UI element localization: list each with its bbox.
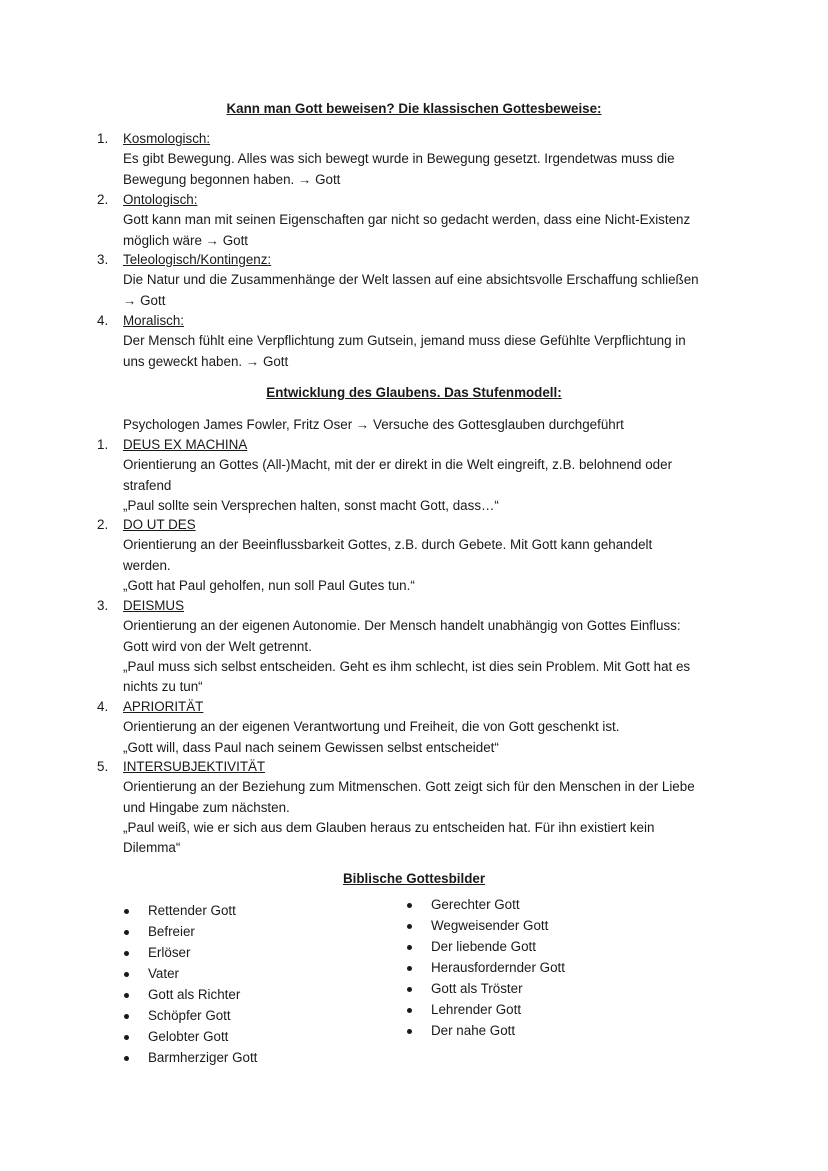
gottesbilder-title: Biblische Gottesbilder [342,871,486,886]
bullet-icon [407,924,412,929]
item-text: Der Mensch fühlt eine Verpflichtung zum Gutsein, jemand muss diese Gefühlte Verpflichtung in [123,333,686,349]
item-heading: DEUS EX MACHINA [123,437,248,452]
item-quote: „Paul sollte sein Versprechen halten, sonst macht Gott, dass…“ [123,497,499,513]
list-item: Wegweisender Gott [405,916,565,937]
item-number: 2. [97,517,109,532]
bullet-icon [124,972,129,977]
list-item: Erlöser [122,943,257,964]
bullet-icon [124,951,129,956]
item-text: → Gott [123,292,166,308]
gottesbilder-list-right [405,895,565,1042]
item-text: Gott wird von der Welt getrennt. [123,638,312,654]
item-quote: „Gott will, dass Paul nach seinem Gewissen selbst entscheidet“ [123,739,499,755]
item-quote: „Gott hat Paul geholfen, nun soll Paul Gutes tun.“ [123,577,415,593]
item-heading: Ontologisch: [123,192,198,207]
gottesbeweise-title: Kann man Gott beweisen? Die klassischen Gottesbeweise: [226,101,602,116]
item-text: Orientierung an der Beziehung zum Mitmenschen. Gott zeigt sich für den Menschen in der Liebe [123,779,695,795]
item-text: werden. [123,557,171,573]
bullet-icon [124,930,129,935]
item-heading: Teleologisch/Kontingenz: [123,252,272,267]
list-item: Der nahe Gott [405,1021,565,1042]
item-text: Orientierung an der eigenen Autonomie. Der Mensch handelt unabhängig von Gottes Einfluss: [123,618,681,634]
bullet-icon [407,987,412,992]
item-text: Orientierung an der eigenen Verantwortung und Freiheit, die von Gott geschenkt ist. [123,719,620,735]
bullet-icon [124,1035,129,1040]
item-heading: DO UT DES [123,517,196,532]
list-item: Der liebende Gott [405,937,565,958]
bullet-icon [407,1029,412,1034]
bullet-icon [124,1056,129,1061]
item-quote: nichts zu tun“ [123,679,203,695]
bullet-icon [407,966,412,971]
item-text: Bewegung begonnen haben. → Gott [123,171,341,187]
list-item: Schöpfer Gott [122,1006,257,1027]
bullet-icon [407,1008,412,1013]
item-quote: „Paul muss sich selbst entscheiden. Geht es ihm schlecht, ist dies sein Problem. Mit Gott hat es [123,658,691,674]
item-heading: DEISMUS [123,598,185,613]
list-item: Rettender Gott [122,901,257,922]
stufenmodell-intro: Psychologen James Fowler, Fritz Oser → Versuche des Gottesglauben durchgeführt [123,417,624,432]
list-item: Befreier [122,922,257,943]
item-text: Es gibt Bewegung. Alles was sich bewegt wurde in Bewegung gesetzt. Irgendetwas muss die [123,151,675,167]
item-number: 3. [97,252,109,267]
item-heading: INTERSUBJEKTIVITÄT [123,759,266,774]
list-item: Barmherziger Gott [122,1048,257,1069]
item-quote: „Paul weiß, wie er sich aus dem Glauben heraus zu entscheiden hat. Für ihn existiert kein [123,819,655,835]
list-item: Herausfordernder Gott [405,958,565,979]
item-text: Gott kann man mit seinen Eigenschaften gar nicht so gedacht werden, dass eine Nicht-Existenz [123,212,691,228]
list-item: Vater [122,964,257,985]
bullet-icon [407,903,412,908]
item-number: 4. [97,699,109,714]
item-heading: APRIORITÄT [123,699,204,714]
bullet-icon [124,909,129,914]
item-text: und Hingabe zum nächsten. [123,799,290,815]
list-item: Gerechter Gott [405,895,565,916]
list-item: Lehrender Gott [405,1000,565,1021]
item-text: Orientierung an der Beeinflussbarkeit Gottes, z.B. durch Gebete. Mit Gott kann gehandelt [123,537,653,553]
list-item: Gott als Tröster [405,979,565,1000]
list-item: Gelobter Gott [122,1027,257,1048]
item-text: uns geweckt haben. → Gott [123,353,289,369]
item-number: 1. [97,437,109,452]
item-text: möglich wäre → Gott [123,232,249,248]
item-number: 4. [97,313,109,328]
item-number: 1. [97,131,109,146]
bullet-icon [124,1014,129,1019]
list-item: Gott als Richter [122,985,257,1006]
item-quote: Dilemma“ [123,840,181,856]
stufenmodell-title: Entwicklung des Glaubens. Das Stufenmodell: [266,385,562,400]
item-text: Die Natur und die Zusammenhänge der Welt lassen auf eine absichtsvolle Erschaffung schließen [123,272,699,288]
item-heading: Moralisch: [123,313,185,328]
bullet-icon [124,993,129,998]
item-text: Orientierung an Gottes (All-)Macht, mit der er direkt in die Welt eingreift, z.B. belohnend oder [123,457,673,473]
item-number: 5. [97,759,109,774]
gottesbilder-list-left [122,901,257,1069]
item-number: 2. [97,192,109,207]
bullet-icon [407,945,412,950]
item-number: 3. [97,598,109,613]
item-heading: Kosmologisch: [123,131,211,146]
item-text: strafend [123,477,172,493]
